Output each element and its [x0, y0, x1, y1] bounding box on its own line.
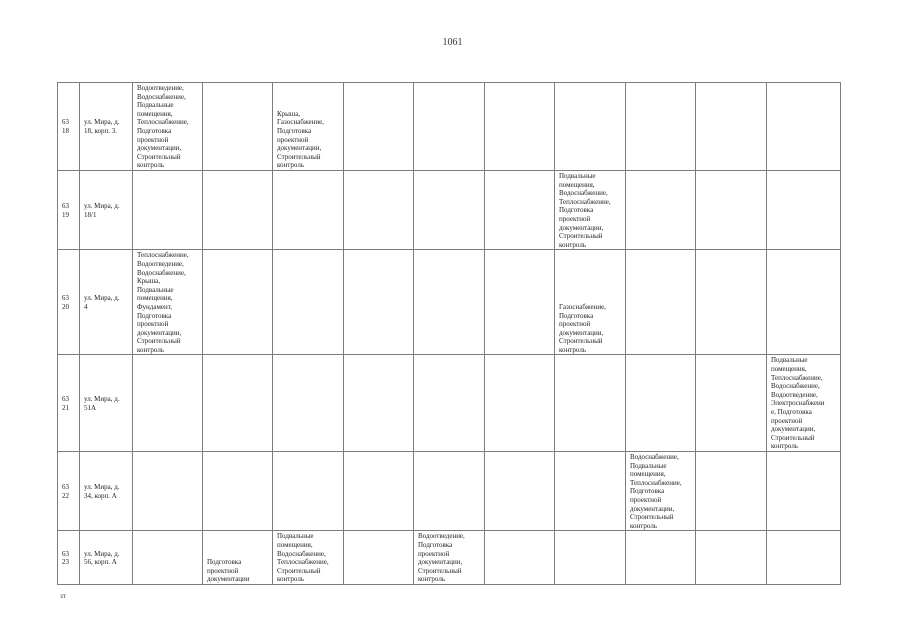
work-types-cell	[273, 171, 344, 250]
work-types-cell	[555, 452, 626, 531]
work-types-cell	[414, 83, 485, 171]
work-types-cell	[203, 355, 273, 452]
work-types-cell	[344, 452, 414, 531]
row-number-cell: 63 23	[58, 531, 80, 585]
work-types-cell	[767, 452, 841, 531]
address-cell: ул. Мира, д. 56, корп. А	[80, 531, 133, 585]
page-number: 1061	[442, 37, 463, 48]
row-number-cell: 63 21	[58, 355, 80, 452]
work-types-cell	[626, 531, 696, 585]
work-types-cell	[273, 452, 344, 531]
address-cell: ул. Мира, д. 4	[80, 250, 133, 355]
repair-schedule-table	[57, 82, 841, 585]
work-types-cell	[696, 250, 767, 355]
work-types-cell: Теплоснабжение, Водоотведение, Водоснабжение, Крыша, Подвальные помещения, Фундамент, Подготовка проектной документации, Строительный контроль	[133, 250, 203, 355]
work-types-cell	[203, 452, 273, 531]
work-types-cell	[485, 355, 555, 452]
work-types-cell	[133, 531, 203, 585]
work-types-cell	[696, 452, 767, 531]
work-types-cell	[203, 171, 273, 250]
table-row	[58, 531, 841, 585]
table-row	[58, 83, 841, 171]
work-types-cell	[485, 531, 555, 585]
work-types-cell	[696, 83, 767, 171]
work-types-cell	[414, 250, 485, 355]
work-types-cell: Подвальные помещения, Водоснабжение, Теплоснабжение, Подготовка проектной документации, Строительный контроль	[555, 171, 626, 250]
work-types-cell: Подвальные помещения, Теплоснабжение, Водоснабжение, Водоотведение, Электроснабжени е, Подготовка проектной документации, Строительный контроль	[767, 355, 841, 452]
work-types-cell	[767, 531, 841, 585]
work-types-cell	[344, 355, 414, 452]
work-types-cell	[767, 250, 841, 355]
work-types-cell: Водоотведение, Подготовка проектной документации, Строительный контроль	[414, 531, 485, 585]
work-types-cell	[414, 355, 485, 452]
table-row	[58, 452, 841, 531]
work-types-cell	[696, 531, 767, 585]
work-types-cell	[133, 452, 203, 531]
work-types-cell	[133, 355, 203, 452]
footer-mark: зт	[60, 592, 66, 600]
address-cell: ул. Мира, д. 18, корп. 3.	[80, 83, 133, 171]
row-number-cell: 63 19	[58, 171, 80, 250]
work-types-cell	[344, 83, 414, 171]
work-types-cell	[626, 83, 696, 171]
work-types-cell	[696, 355, 767, 452]
work-types-cell	[203, 83, 273, 171]
row-number-cell: 63 22	[58, 452, 80, 531]
address-cell: ул. Мира, д. 34, корп. А	[80, 452, 133, 531]
work-types-cell	[626, 355, 696, 452]
work-types-cell	[485, 171, 555, 250]
work-types-cell	[203, 250, 273, 355]
work-types-cell	[555, 355, 626, 452]
work-types-cell	[344, 250, 414, 355]
address-cell: ул. Мира, д. 51А	[80, 355, 133, 452]
work-types-cell: Крыша, Газоснабжение, Подготовка проектной документации, Строительный контроль	[273, 83, 344, 171]
work-types-cell	[485, 83, 555, 171]
work-types-cell	[767, 171, 841, 250]
work-types-cell	[273, 355, 344, 452]
work-types-cell	[133, 171, 203, 250]
row-number-cell: 63 18	[58, 83, 80, 171]
work-types-cell	[626, 250, 696, 355]
table-row	[58, 355, 841, 452]
work-types-cell	[344, 171, 414, 250]
row-number-cell: 63 20	[58, 250, 80, 355]
work-types-cell	[485, 250, 555, 355]
work-types-cell	[344, 531, 414, 585]
work-types-cell	[273, 250, 344, 355]
work-types-cell: Подвальные помещения, Водоснабжение, Теплоснабжение, Строительный контроль	[273, 531, 344, 585]
work-types-cell	[696, 171, 767, 250]
work-types-cell: Водоотведение, Водоснабжение, Подвальные помещения, Теплоснабжение, Подготовка проектной документации, Строительный контроль	[133, 83, 203, 171]
work-types-cell	[414, 171, 485, 250]
work-types-cell: Подготовка проектной документации	[203, 531, 273, 585]
work-types-cell	[485, 452, 555, 531]
work-types-cell: Водоснабжение, Подвальные помещения, Теплоснабжение, Подготовка проектной документации, Строительный контроль	[626, 452, 696, 531]
work-types-cell	[767, 83, 841, 171]
address-cell: ул. Мира, д. 18/1	[80, 171, 133, 250]
table-row	[58, 250, 841, 355]
work-types-cell	[555, 83, 626, 171]
work-types-cell	[414, 452, 485, 531]
work-types-cell	[555, 531, 626, 585]
work-types-cell: Газоснабжение, Подготовка проектной документации, Строительный контроль	[555, 250, 626, 355]
work-types-cell	[626, 171, 696, 250]
table-row	[58, 171, 841, 250]
